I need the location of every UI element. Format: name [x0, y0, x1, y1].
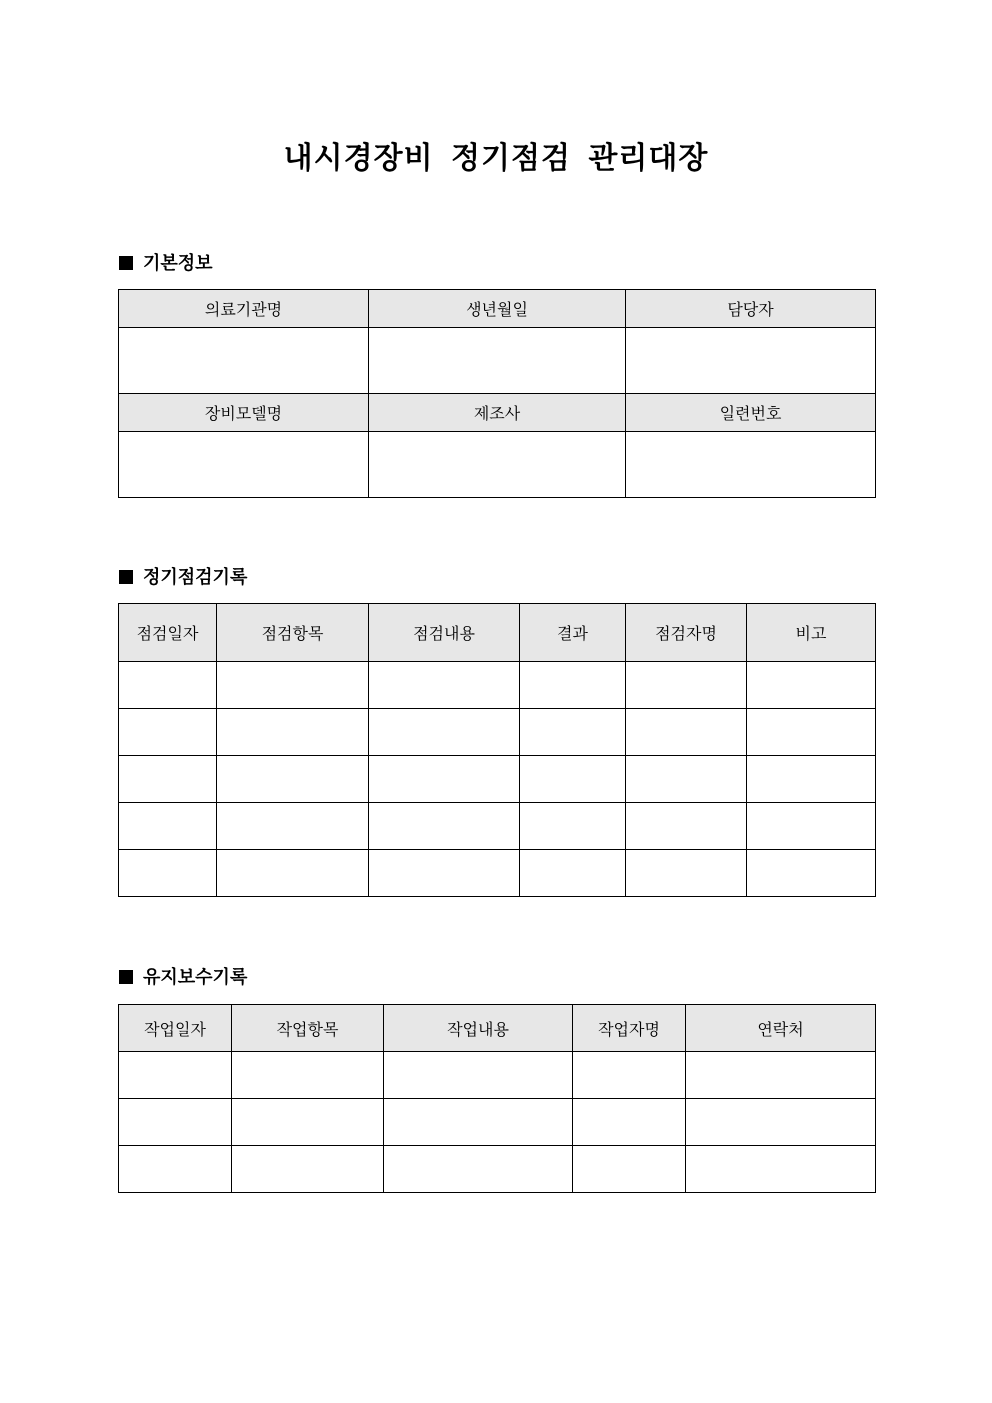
section-heading-basic-info: [119, 252, 213, 276]
table-cell[interactable]: [520, 709, 626, 756]
table-cell[interactable]: [747, 756, 876, 803]
table-cell[interactable]: [369, 709, 520, 756]
header-cell-inspector: 점검자명: [626, 604, 747, 662]
header-cell-serial: 일련번호: [626, 394, 876, 432]
table-cell[interactable]: [626, 756, 747, 803]
table-cell[interactable]: [626, 662, 747, 709]
table-cell[interactable]: [232, 1099, 384, 1146]
maintenance-table: [118, 1004, 876, 1193]
table-cell[interactable]: [119, 803, 217, 850]
institution-input-cell[interactable]: [119, 328, 369, 394]
basic-info-table: [118, 289, 876, 498]
input-row: [119, 432, 876, 498]
table-cell[interactable]: [573, 1099, 686, 1146]
header-cell-content: 작업내용: [384, 1005, 573, 1052]
table-cell[interactable]: [217, 662, 369, 709]
section-title: 유지보수기록: [143, 967, 248, 988]
table-cell[interactable]: [232, 1146, 384, 1193]
table-cell[interactable]: [369, 756, 520, 803]
table-cell[interactable]: [573, 1052, 686, 1099]
table-cell[interactable]: [369, 662, 520, 709]
table-cell[interactable]: [119, 850, 217, 897]
table-cell[interactable]: [217, 709, 369, 756]
header-row: [119, 290, 876, 328]
section-title: 정기점검기록: [143, 567, 248, 588]
header-cell-model: 장비모델명: [119, 394, 369, 432]
table-cell[interactable]: [217, 756, 369, 803]
header-cell-item: 점검항목: [217, 604, 369, 662]
section-title: 기본정보: [143, 253, 213, 274]
table-cell[interactable]: [747, 662, 876, 709]
table-cell[interactable]: [119, 1146, 232, 1193]
table-cell[interactable]: [119, 709, 217, 756]
page-title: 내시경장비 정기점검 관리대장: [283, 141, 709, 176]
header-cell-worker: 작업자명: [573, 1005, 686, 1052]
input-row: [119, 328, 876, 394]
table-cell[interactable]: [626, 803, 747, 850]
section-heading-maintenance: [119, 966, 247, 990]
table-cell[interactable]: [369, 850, 520, 897]
manufacturer-input-cell[interactable]: [369, 432, 626, 498]
table-cell[interactable]: [520, 756, 626, 803]
header-cell-result: 결과: [520, 604, 626, 662]
table-cell[interactable]: [747, 709, 876, 756]
section-heading-inspection: [119, 566, 247, 590]
square-bullet-icon: [119, 570, 133, 584]
table-cell[interactable]: [747, 803, 876, 850]
birthdate-input-cell[interactable]: [369, 328, 626, 394]
table-cell[interactable]: [119, 1052, 232, 1099]
square-bullet-icon: [119, 970, 133, 984]
header-row: [119, 394, 876, 432]
table-cell[interactable]: [626, 850, 747, 897]
table-cell[interactable]: [384, 1052, 573, 1099]
header-cell-date: 점검일자: [119, 604, 217, 662]
table-cell[interactable]: [520, 662, 626, 709]
serial-input-cell[interactable]: [626, 432, 876, 498]
header-cell-item: 작업항목: [232, 1005, 384, 1052]
table-cell[interactable]: [119, 756, 217, 803]
table-cell[interactable]: [232, 1052, 384, 1099]
header-cell-content: 점검내용: [369, 604, 520, 662]
table-cell[interactable]: [217, 850, 369, 897]
square-bullet-icon: [119, 256, 133, 270]
header-cell-manager: 담당자: [626, 290, 876, 328]
table-row: [119, 803, 876, 850]
table-row: [119, 850, 876, 897]
header-row: [119, 604, 876, 662]
table-cell[interactable]: [119, 1099, 232, 1146]
table-cell[interactable]: [747, 850, 876, 897]
header-row: [119, 1005, 876, 1052]
header-cell-birthdate: 생년월일: [369, 290, 626, 328]
header-cell-remarks: 비고: [747, 604, 876, 662]
table-cell[interactable]: [520, 850, 626, 897]
table-cell[interactable]: [119, 662, 217, 709]
model-input-cell[interactable]: [119, 432, 369, 498]
table-cell[interactable]: [520, 803, 626, 850]
table-cell[interactable]: [384, 1146, 573, 1193]
table-row: [119, 1146, 876, 1193]
table-cell[interactable]: [217, 803, 369, 850]
inspection-table: [118, 603, 876, 897]
manager-input-cell[interactable]: [626, 328, 876, 394]
table-cell[interactable]: [686, 1099, 876, 1146]
table-row: [119, 1099, 876, 1146]
table-cell[interactable]: [686, 1052, 876, 1099]
header-cell-date: 작업일자: [119, 1005, 232, 1052]
header-cell-contact: 연락처: [686, 1005, 876, 1052]
table-row: [119, 1052, 876, 1099]
table-cell[interactable]: [573, 1146, 686, 1193]
table-row: [119, 756, 876, 803]
table-row: [119, 709, 876, 756]
table-cell[interactable]: [384, 1099, 573, 1146]
table-cell[interactable]: [686, 1146, 876, 1193]
header-cell-manufacturer: 제조사: [369, 394, 626, 432]
table-cell[interactable]: [626, 709, 747, 756]
header-cell-institution: 의료기관명: [119, 290, 369, 328]
table-cell[interactable]: [369, 803, 520, 850]
table-row: [119, 662, 876, 709]
